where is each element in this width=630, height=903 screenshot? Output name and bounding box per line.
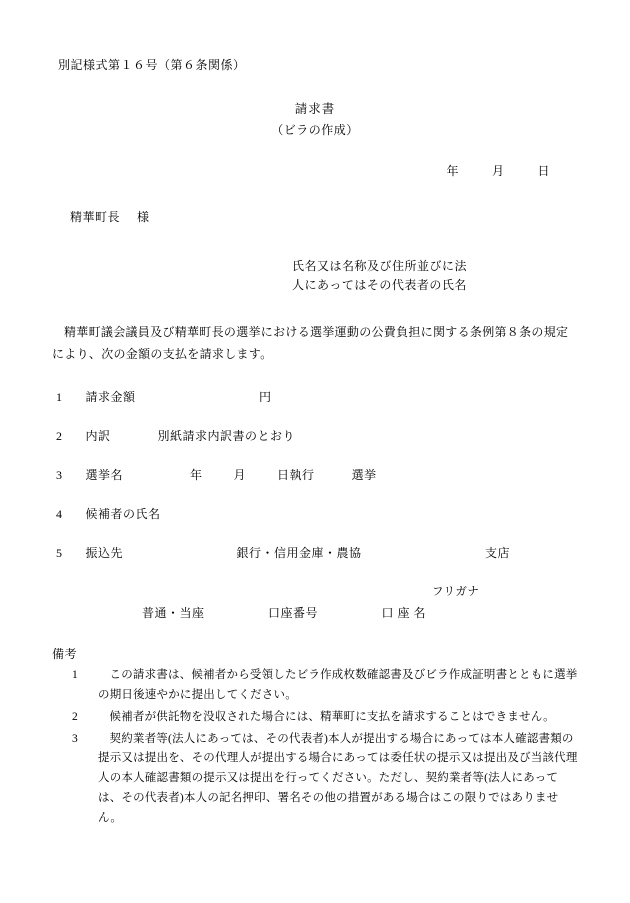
list-item xyxy=(52,666,578,706)
item-number: 5 xyxy=(56,546,63,561)
note-text: 候補者が供託物を没収された場合には、精華町に支払を請求することはできません。 xyxy=(109,710,555,723)
addressee-line xyxy=(70,208,578,227)
item-request-amount xyxy=(56,388,578,407)
election-month: 月 xyxy=(233,467,247,482)
item-election-name xyxy=(56,466,578,485)
item-label: 候補者の氏名 xyxy=(85,507,161,522)
bank-types: 銀行・信用金庫・農協 xyxy=(236,546,362,561)
addressee-honorific: 様 xyxy=(137,209,150,224)
note-text: この請求書は、候補者から受領したビラ作成枚数確認書及びビラ作成証明書とともに選挙の期日後速やかに提出してください。 xyxy=(98,669,578,701)
date-day: 日 xyxy=(537,164,550,179)
account-row xyxy=(52,604,578,623)
applicant-block xyxy=(52,257,578,295)
list-item xyxy=(52,708,578,728)
addressee-name: 精華町長 xyxy=(70,209,121,224)
item-number: 1 xyxy=(56,389,63,404)
account-name-label: 口 座 名 xyxy=(381,605,427,620)
branch-label: 支店 xyxy=(485,546,511,561)
account-type: 普通・当座 xyxy=(142,605,205,620)
notes-list xyxy=(52,666,578,828)
date-year: 年 xyxy=(446,164,459,179)
item-label: 内訳 xyxy=(85,428,111,443)
item-label: 振込先 xyxy=(85,546,124,561)
notes-title: 備考 xyxy=(52,647,78,662)
note-number: 2 xyxy=(72,710,78,723)
note-text: 契約業者等(法人にあっては、その代表者)本人が提出する場合にあっては本人確認書類の提示又は提出を、その代理人が提出する場合にあっては委任状の提示又は提出及び当該代理人の本人確認書類の提示又は提出を行ってください。ただし、契約業者等(法人にあっては、その代表者)本人の記名押印、署名その他の措置がある場合はこの限りではありません。 xyxy=(98,732,578,824)
election-year: 年 xyxy=(190,467,203,482)
document-subtitle: （ビラの作成） xyxy=(271,123,359,138)
applicant-label-line2: 人にあってはその代表者の氏名 xyxy=(292,277,467,292)
item-value-unit: 円 xyxy=(259,389,272,404)
item-number: 4 xyxy=(56,507,63,522)
item-label: 請求金額 xyxy=(85,389,136,404)
account-number-label: 口座番号 xyxy=(268,605,319,620)
note-number: 1 xyxy=(72,669,78,682)
date-line xyxy=(52,162,550,181)
item-candidate-name xyxy=(56,505,578,524)
item-number: 3 xyxy=(56,467,63,482)
applicant-label-line1: 氏名又は名称及び住所並びに法 xyxy=(292,258,468,273)
list-item xyxy=(52,730,578,829)
item-label: 選挙名 xyxy=(85,467,124,482)
form-number: 別記様式第１６号（第６条関係） xyxy=(58,58,246,72)
election-suffix: 選挙 xyxy=(351,467,377,482)
furigana-label: フリガナ xyxy=(432,586,480,599)
item-transfer-destination xyxy=(56,544,578,563)
body-paragraph: 精華町議会議員及び精華町長の選挙における選挙運動の公費負担に関する条例第８条の規定により、次の金額の支払を請求します。 xyxy=(52,325,569,362)
date-month: 月 xyxy=(491,164,505,179)
document-title: 請求書 xyxy=(294,102,336,117)
item-number: 2 xyxy=(56,428,63,443)
note-number: 3 xyxy=(72,732,78,745)
election-day-exec: 日執行 xyxy=(277,467,315,482)
item-breakdown xyxy=(56,427,578,446)
item-value: 別紙請求内訳書のとおり xyxy=(157,428,296,443)
